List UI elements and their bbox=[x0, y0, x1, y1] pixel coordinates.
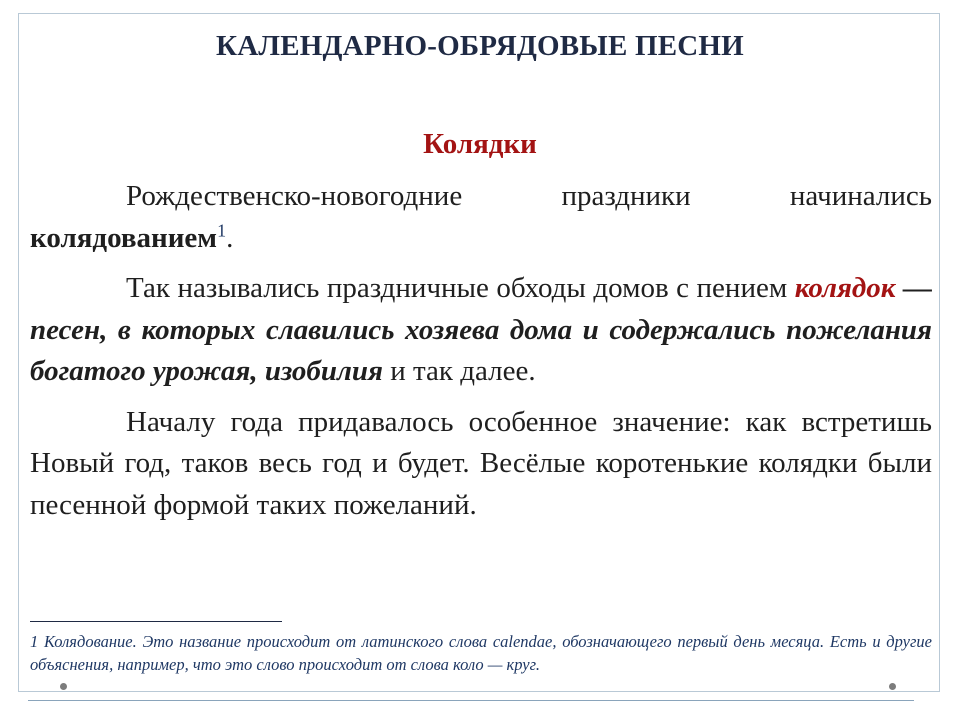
paragraph-1-text: Рождественско-новогодние праздники начинались bbox=[126, 180, 932, 212]
paragraph-3: Началу года придавалось особенное значение: как встретишь Новый год, таков весь год и будет. Весёлые коротенькие колядки были песенной формой таких пожеланий. bbox=[30, 405, 932, 521]
paragraph-2-text: Так назывались праздничные обходы домов с пением bbox=[126, 272, 795, 304]
footnote-separator bbox=[30, 621, 282, 622]
section-heading: Колядки bbox=[423, 128, 537, 160]
footnote: 1 Колядование. Это название происходит от латинского слова calendae, обозначающего первый день месяца. Есть и другие объяснения, например, что это слово происходит от слова коло — круг. bbox=[30, 632, 932, 674]
page-title: КАЛЕНДАРНО-ОБРЯДОВЫЕ ПЕСНИ bbox=[216, 30, 744, 62]
paragraph-2-end: и так далее. bbox=[382, 355, 536, 387]
body-text bbox=[30, 176, 932, 535]
term-koliadki: колядок bbox=[794, 272, 896, 304]
term-koliadovanie: колядованием bbox=[30, 221, 218, 254]
paragraph-1 bbox=[30, 176, 932, 259]
paragraph-1-end: . bbox=[226, 221, 234, 254]
bottom-right-dot bbox=[889, 683, 896, 690]
paragraph-2-definition: — песен, в которых славились хозяева дома и содержались пожелания богатого урожая, изобилия bbox=[30, 272, 933, 387]
bottom-rule bbox=[28, 700, 914, 701]
paragraph-2 bbox=[30, 268, 932, 393]
footnote-reference: 1 bbox=[217, 219, 227, 240]
bottom-left-dot bbox=[60, 683, 67, 690]
